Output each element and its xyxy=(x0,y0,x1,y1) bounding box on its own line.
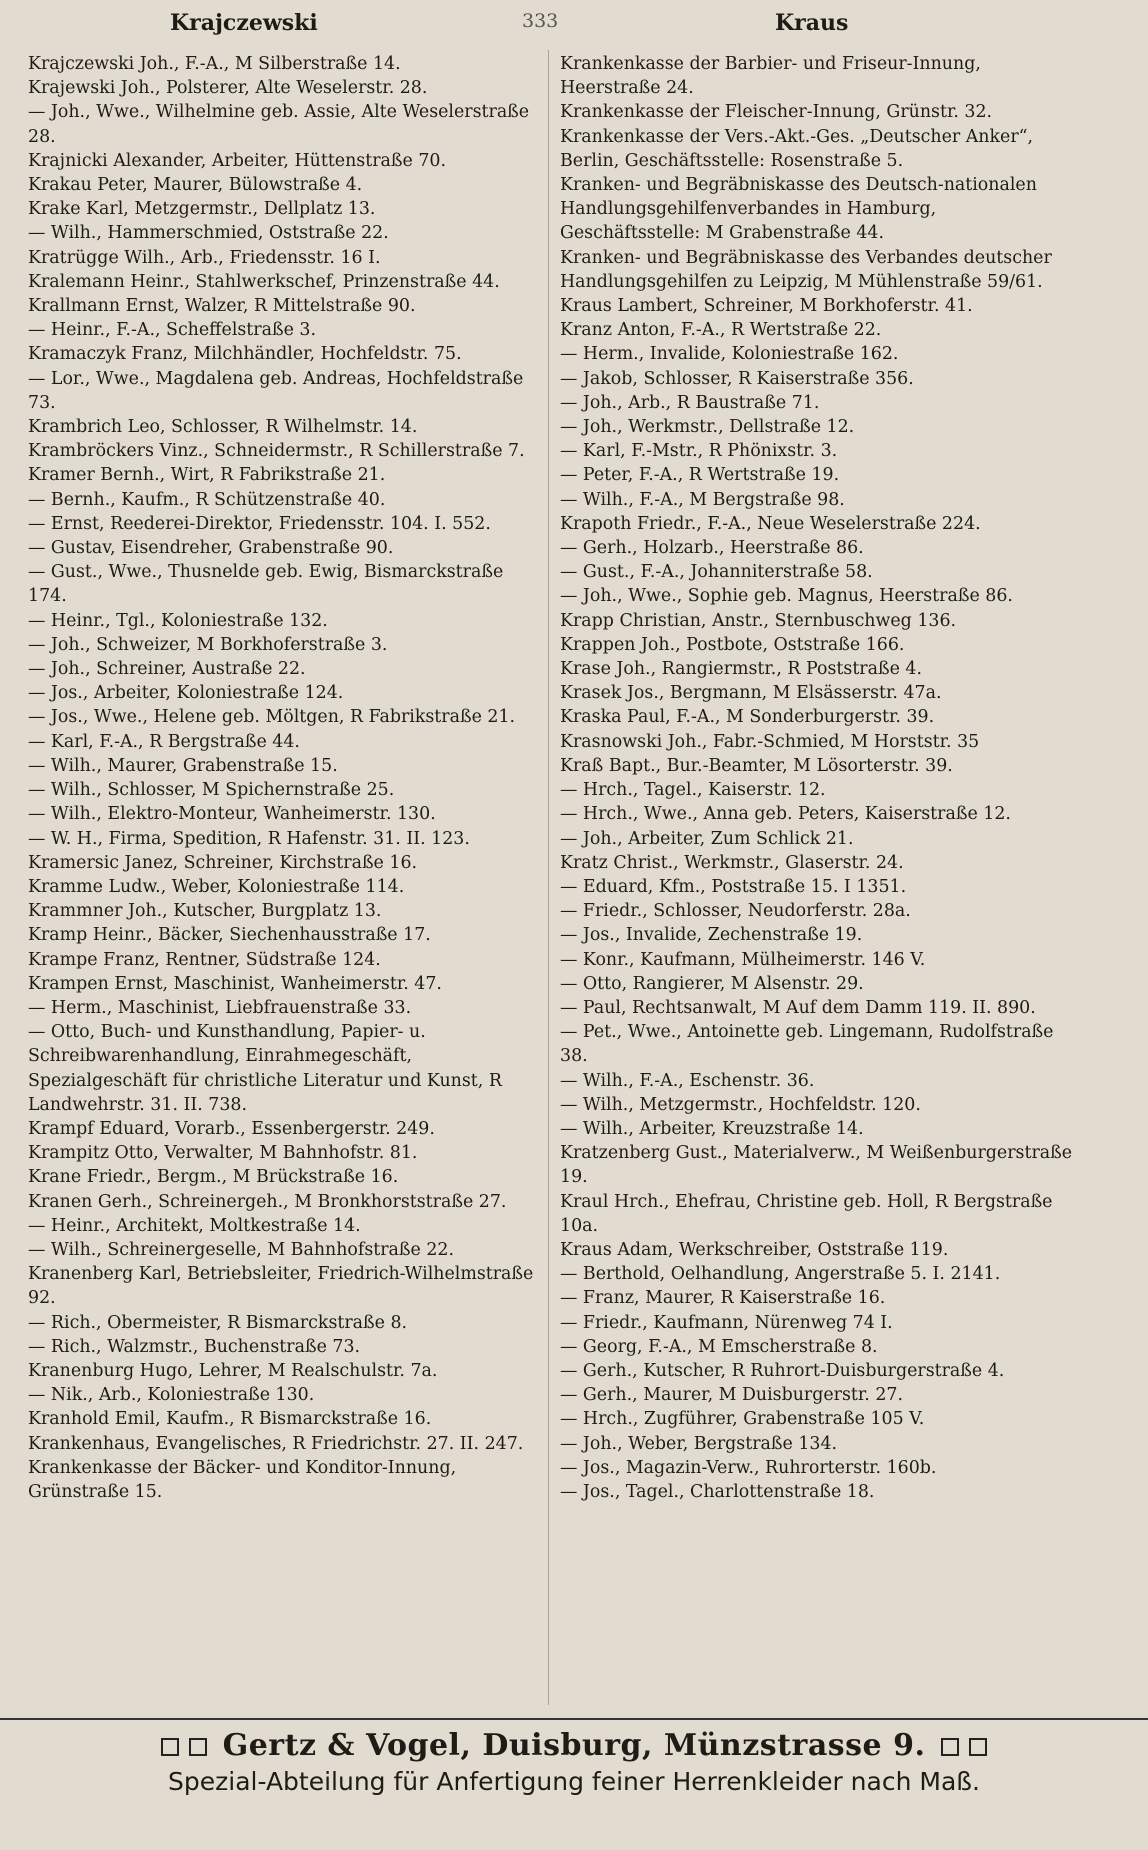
directory-entry: — Wilh., F.-A., Eschenstr. 36. xyxy=(560,1070,815,1091)
directory-entry: — Jos., Magazin-Verw., Ruhrorterstr. 160b. xyxy=(560,1457,937,1478)
directory-entry: — Jos., Arbeiter, Koloniestraße 124. xyxy=(28,683,344,704)
directory-entry: Krankenkasse der Fleischer-Innung, Grünstr. 32. xyxy=(560,102,993,123)
directory-entry: Kranen Gerh., Schreinergeh., M Bronkhorststraße 27. xyxy=(28,1191,507,1212)
directory-entry: — Eduard, Kfm., Poststraße 15. I 1351. xyxy=(560,876,907,897)
directory-entry: Kralemann Heinr., Stahlwerkschef, Prinzenstraße 44. xyxy=(28,271,500,292)
square-icon xyxy=(189,1738,207,1756)
directory-entry: — Rich., Walzmstr., Buchenstraße 73. xyxy=(28,1336,361,1357)
directory-entry: — Joh., Weber, Bergstraße 134. xyxy=(560,1433,838,1454)
directory-entry: Kramme Ludw., Weber, Koloniestraße 114. xyxy=(28,876,405,897)
directory-entry: — Joh., Schweizer, M Borkhoferstraße 3. xyxy=(28,634,388,655)
directory-entry: Kratzenberg Gust., Materialverw., M Weißenburgerstraße 19. xyxy=(560,1143,1073,1188)
directory-entry: Krankenkasse der Barbier- und Friseur-Innung, Heerstraße 24. xyxy=(560,54,981,99)
directory-entry: Krase Joh., Rangiermstr., R Poststraße 4. xyxy=(560,659,923,680)
directory-entry: Kramer Bernh., Wirt, R Fabrikstraße 21. xyxy=(28,465,386,486)
left-column xyxy=(28,52,540,1504)
directory-entry: Krasnowski Joh., Fabr.-Schmied, M Horststr. 35 xyxy=(560,731,980,752)
directory-entry: — Joh., Werkmstr., Dellstraße 12. xyxy=(560,417,855,438)
directory-entry: — Konr., Kaufmann, Mülheimerstr. 146 V. xyxy=(560,949,926,970)
directory-entry: Kraß Bapt., Bur.-Beamter, M Lösorterstr. 39. xyxy=(560,755,953,776)
directory-entry: Kranken- und Begräbniskasse des Deutsch-nationalen Handlungsgehilfenverbandes in Hamburg, Geschäftsstelle: M Grabenstraße 44. xyxy=(560,175,1037,244)
directory-entry: Krampen Ernst, Maschinist, Wanheimerstr. 47. xyxy=(28,973,442,994)
directory-entry: Krankenhaus, Evangelisches, R Friedrichstr. 27. II. 247. xyxy=(28,1433,524,1454)
directory-entry: Krajczewski Joh., F.-A., M Silberstraße 14. xyxy=(28,54,401,74)
directory-entry: — Bernh., Kaufm., R Schützenstraße 40. xyxy=(28,489,386,510)
directory-entry: — Gerh., Holzarb., Heerstraße 86. xyxy=(560,538,864,559)
directory-entry: — Gust., Wwe., Thusnelde geb. Ewig, Bismarckstraße 174. xyxy=(28,562,504,607)
directory-entry: Krammner Joh., Kutscher, Burgplatz 13. xyxy=(28,901,382,922)
directory-entry: — Wilh., Maurer, Grabenstraße 15. xyxy=(28,755,338,776)
directory-entry: Krake Karl, Metzgermstr., Dellplatz 13. xyxy=(28,199,376,220)
directory-entry: Krallmann Ernst, Walzer, R Mittelstraße 90. xyxy=(28,296,416,317)
ad-subtitle: Spezial-Abteilung für Anfertigung feiner Herrenkleider nach Maß. xyxy=(168,1767,980,1796)
directory-entry: — Jos., Tagel., Charlottenstraße 18. xyxy=(560,1481,875,1502)
directory-entry: Kraul Hrch., Ehefrau, Christine geb. Holl, R Bergstraße 10a. xyxy=(560,1191,1053,1236)
directory-entry: Krankenkasse der Vers.-Akt.-Ges. „Deutscher Anker“, Berlin, Geschäftsstelle: Rosenstraße 5. xyxy=(560,126,1034,171)
directory-entry: — Jos., Wwe., Helene geb. Möltgen, R Fabrikstraße 21. xyxy=(28,707,516,728)
header-left: Krajczewski xyxy=(170,10,318,36)
directory-entry: — Friedr., Schlosser, Neudorferstr. 28a. xyxy=(560,901,911,922)
directory-entry: — Nik., Arb., Koloniestraße 130. xyxy=(28,1385,315,1406)
directory-entry: Kraska Paul, F.-A., M Sonderburgerstr. 39. xyxy=(560,707,935,728)
directory-entry: — Hrch., Wwe., Anna geb. Peters, Kaiserstraße 12. xyxy=(560,804,1011,825)
directory-entry: Krapoth Friedr., F.-A., Neue Weselerstraße 224. xyxy=(560,513,981,534)
directory-entry: Krappen Joh., Postbote, Oststraße 166. xyxy=(560,634,905,655)
directory-entry: — Joh., Arbeiter, Zum Schlick 21. xyxy=(560,828,854,849)
directory-entry: — Joh., Wwe., Wilhelmine geb. Assie, Alte Weselerstraße 28. xyxy=(28,102,530,147)
directory-entry: — Lor., Wwe., Magdalena geb. Andreas, Hochfeldstraße 73. xyxy=(28,368,524,413)
square-icon xyxy=(161,1738,179,1756)
page-header xyxy=(0,10,1148,42)
directory-entry: — Jakob, Schlosser, R Kaiserstraße 356. xyxy=(560,368,914,389)
directory-entry: Krambröckers Vinz., Schneidermstr., R Schillerstraße 7. xyxy=(28,441,525,462)
directory-entry: — Herm., Invalide, Koloniestraße 162. xyxy=(560,344,899,365)
directory-entry: Kranenburg Hugo, Lehrer, M Realschulstr. 7a. xyxy=(28,1360,438,1381)
ad-firm-name: Gertz & Vogel, Duisburg, Münzstrasse 9. xyxy=(222,1728,926,1763)
directory-entry: — Herm., Maschinist, Liebfrauenstraße 33. xyxy=(28,997,412,1018)
directory-entry: — Wilh., F.-A., M Bergstraße 98. xyxy=(560,489,845,510)
header-right: Kraus xyxy=(775,10,849,36)
square-icon xyxy=(941,1738,959,1756)
directory-entry: — Pet., Wwe., Antoinette geb. Lingemann, Rudolfstraße 38. xyxy=(560,1022,1054,1067)
page-number: 333 xyxy=(522,10,559,32)
directory-entry: — Rich., Obermeister, R Bismarckstraße 8. xyxy=(28,1312,408,1333)
directory-entry: — Karl, F.-A., R Bergstraße 44. xyxy=(28,731,300,752)
directory-entry: Kramp Heinr., Bäcker, Siechenhausstraße 17. xyxy=(28,925,431,946)
directory-entry: Krankenkasse der Bäcker- und Konditor-Innung, Grünstraße 15. xyxy=(28,1457,457,1502)
square-icon xyxy=(969,1738,987,1756)
directory-entry: — Gustav, Eisendreher, Grabenstraße 90. xyxy=(28,538,394,559)
directory-entry: Kraus Adam, Werkschreiber, Oststraße 119. xyxy=(560,1239,949,1260)
directory-entry: Krambrich Leo, Schlosser, R Wilhelmstr. 14. xyxy=(28,417,418,438)
directory-entry: Kranz Anton, F.-A., R Wertstraße 22. xyxy=(560,320,882,341)
directory-entry: Kranenberg Karl, Betriebsleiter, Friedrich-Wilhelmstraße 92. xyxy=(28,1264,534,1309)
directory-entry: Krajnicki Alexander, Arbeiter, Hüttenstraße 70. xyxy=(28,150,446,171)
directory-entry: — Joh., Schreiner, Austraße 22. xyxy=(28,659,306,680)
directory-entry: — Wilh., Elektro-Monteur, Wanheimerstr. 130. xyxy=(28,804,436,825)
directory-entry: — Hrch., Tagel., Kaiserstr. 12. xyxy=(560,780,826,801)
directory-entry: — Otto, Buch- und Kunsthandlung, Papier- u. Schreibwarenhandlung, Einrahmegeschäft, Spezialgeschäft für christliche Literatur und Kunst, R Landwehrstr. 31. II. 738. xyxy=(28,1022,502,1115)
directory-entry: Krampf Eduard, Vorarb., Essenbergerstr. 249. xyxy=(28,1118,435,1139)
directory-entry: — Friedr., Kaufmann, Nürenweg 74 I. xyxy=(560,1312,893,1333)
directory-entry: — Joh., Wwe., Sophie geb. Magnus, Heerstraße 86. xyxy=(560,586,1013,607)
directory-entry: Krampe Franz, Rentner, Südstraße 124. xyxy=(28,949,381,970)
directory-entry: — Wilh., Schreinergeselle, M Bahnhofstraße 22. xyxy=(28,1239,455,1260)
directory-entry: Kratrügge Wilh., Arb., Friedensstr. 16 I. xyxy=(28,247,381,268)
directory-entry: — Heinr., Tgl., Koloniestraße 132. xyxy=(28,610,328,631)
ad-title xyxy=(0,1728,1148,1763)
directory-entry: — Jos., Invalide, Zechenstraße 19. xyxy=(560,925,863,946)
directory-entry: — Karl, F.-Mstr., R Phönixstr. 3. xyxy=(560,441,838,462)
directory-entry: — Ernst, Reederei-Direktor, Friedensstr. 104. I. 552. xyxy=(28,513,491,534)
directory-entry: — Gust., F.-A., Johanniterstraße 58. xyxy=(560,562,873,583)
directory-entry: Kranhold Emil, Kaufm., R Bismarckstraße 16. xyxy=(28,1409,432,1430)
directory-entry: Krane Friedr., Bergm., M Brückstraße 16. xyxy=(28,1167,399,1188)
directory-entry: — Heinr., F.-A., Scheffelstraße 3. xyxy=(28,320,317,341)
directory-entry: — Peter, F.-A., R Wertstraße 19. xyxy=(560,465,840,486)
directory-entry: — Heinr., Architekt, Moltkestraße 14. xyxy=(28,1215,361,1236)
directory-entry: — Wilh., Hammerschmied, Oststraße 22. xyxy=(28,223,389,244)
directory-entry: Krajewski Joh., Polsterer, Alte Weselerstr. 28. xyxy=(28,78,428,99)
right-column xyxy=(560,52,1080,1504)
directory-entry: Krasek Jos., Bergmann, M Elsässerstr. 47a. xyxy=(560,683,942,704)
directory-entry: Kranken- und Begräbniskasse des Verbandes deutscher Handlungsgehilfen zu Leipzig, M Mühlenstraße 59/61. xyxy=(560,247,1052,292)
directory-entry: — Gerh., Maurer, M Duisburgerstr. 27. xyxy=(560,1385,904,1406)
directory-entry: — W. H., Firma, Spedition, R Hafenstr. 31. II. 123. xyxy=(28,828,470,849)
directory-entry: Kraus Lambert, Schreiner, M Borkhoferstr. 41. xyxy=(560,296,973,317)
directory-entry: — Franz, Maurer, R Kaiserstraße 16. xyxy=(560,1288,886,1309)
column-divider xyxy=(548,50,549,1705)
directory-entry: Krampitz Otto, Verwalter, M Bahnhofstr. 81. xyxy=(28,1143,418,1164)
directory-entry: — Wilh., Schlosser, M Spichernstraße 25. xyxy=(28,780,395,801)
directory-entry: Kratz Christ., Werkmstr., Glaserstr. 24. xyxy=(560,852,904,873)
directory-entry: Krapp Christian, Anstr., Sternbuschweg 136. xyxy=(560,610,957,631)
directory-entry: — Joh., Arb., R Baustraße 71. xyxy=(560,392,820,413)
advertisement-footer xyxy=(0,1718,1148,1796)
directory-entry: — Wilh., Metzgermstr., Hochfeldstr. 120. xyxy=(560,1094,921,1115)
directory-entry: — Georg, F.-A., M Emscherstraße 8. xyxy=(560,1336,878,1357)
directory-entry: — Wilh., Arbeiter, Kreuzstraße 14. xyxy=(560,1118,864,1139)
directory-entry: Kramaczyk Franz, Milchhändler, Hochfeldstr. 75. xyxy=(28,344,462,365)
directory-entry: — Paul, Rechtsanwalt, M Auf dem Damm 119. II. 890. xyxy=(560,997,1036,1018)
directory-entry: — Hrch., Zugführer, Grabenstraße 105 V. xyxy=(560,1409,925,1430)
directory-entry: — Otto, Rangierer, M Alsenstr. 29. xyxy=(560,973,864,994)
directory-entry: Kramersic Janez, Schreiner, Kirchstraße 16. xyxy=(28,852,418,873)
directory-entry: — Gerh., Kutscher, R Ruhrort-Duisburgerstraße 4. xyxy=(560,1360,1005,1381)
directory-entry: — Berthold, Oelhandlung, Angerstraße 5. I. 2141. xyxy=(560,1264,1001,1285)
directory-entry: Krakau Peter, Maurer, Bülowstraße 4. xyxy=(28,175,363,196)
